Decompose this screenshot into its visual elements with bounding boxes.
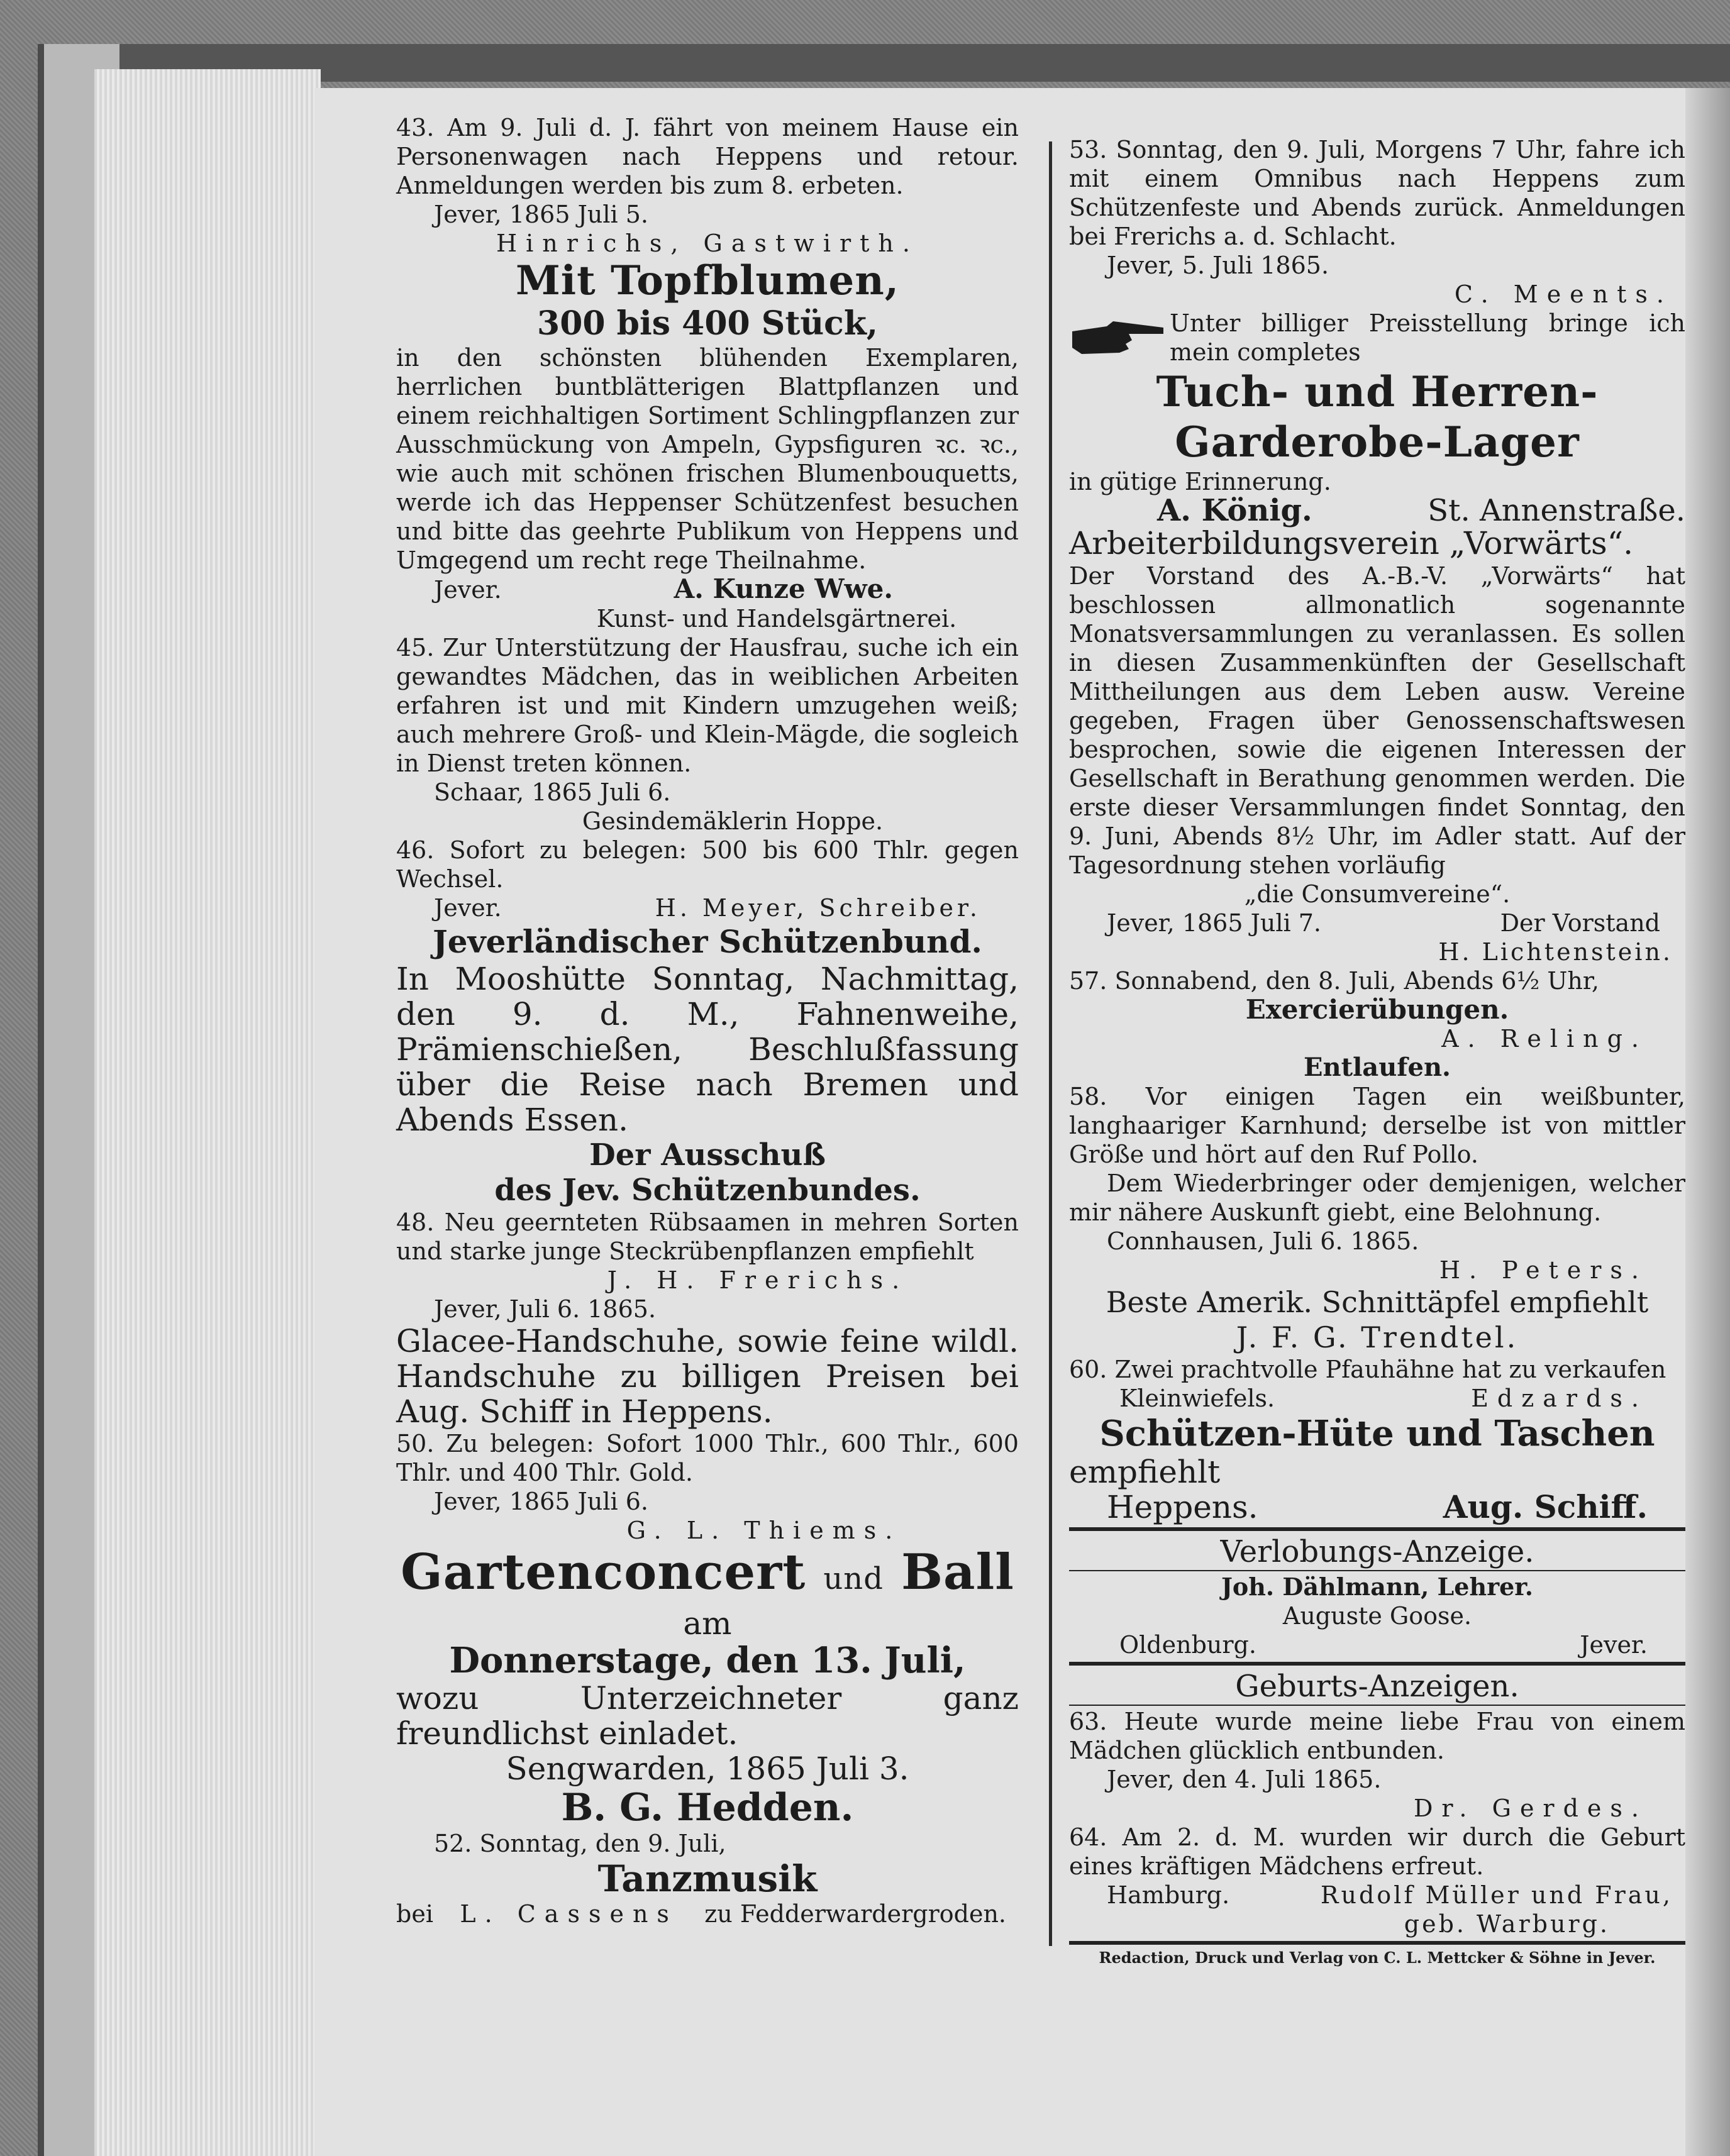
column-divider: [1049, 141, 1052, 1946]
geburt-title: Geburts-Anzeigen.: [1235, 1669, 1519, 1704]
ad-43-date: Jever, 1865 Juli 5.: [434, 201, 648, 228]
page-stack: [94, 69, 321, 2156]
ad-55-signature-line2: H. Lichtenstein.: [1438, 938, 1673, 966]
ad-57-signature: A. Reling.: [1441, 1025, 1648, 1053]
right-column: [1069, 135, 1685, 1967]
ad-57-text: 57. Sonnabend, den 8. Juli, Abends 6½ Uhr,: [1069, 967, 1599, 995]
ad-50-text: 50. Zu belegen: Sofort 1000 Thlr., 600 Thlr., 600 Thlr. und 400 Thlr. Gold.: [396, 1430, 1019, 1486]
ad-51-title: [396, 1545, 1019, 1606]
ad-50-signature: G. L. Thiems.: [626, 1517, 902, 1544]
ad-53-signature: C. Meents.: [1454, 280, 1673, 308]
ad-46-place: Jever.: [434, 894, 502, 922]
ad-51-date: Sengwarden, 1865 Juli 3.: [506, 1750, 909, 1787]
ad-54-signature: A. König.: [1157, 493, 1312, 528]
ad-43-signature: Hinrichs, Gastwirth.: [496, 229, 919, 257]
ad-54-place: St. Annenstraße.: [1428, 493, 1685, 528]
left-column: [396, 113, 1019, 1928]
ad-53-text: 53. Sonntag, den 9. Juli, Morgens 7 Uhr, fahre ich mit einem Omnibus nach Heppens zum Schützenfeste und Abends zurück. Anmeldungen bei Frerichs a. d. Schlacht.: [1069, 136, 1685, 250]
ad-58-signature: H. Peters.: [1439, 1256, 1648, 1284]
ad-61-text: empfiehlt: [1069, 1454, 1221, 1490]
ad-51-signature: B. G. Hedden.: [561, 1786, 854, 1830]
ad-63-signature: Dr. Gerdes.: [1413, 1794, 1648, 1822]
section-rule: [1069, 1941, 1685, 1945]
ad-64-place: Hamburg.: [1107, 1881, 1230, 1909]
ad-59-text: Beste Amerik. Schnittäpfel empfiehlt: [1106, 1285, 1649, 1319]
ad-47-signature-line2: des Jev. Schützenbundes.: [494, 1173, 921, 1208]
ad-58-text2: Dem Wiederbringer oder demjenigen, welcher mir nähere Auskunft giebt, eine Belohnung.: [1069, 1169, 1685, 1226]
ad-45-date: Schaar, 1865 Juli 6.: [434, 778, 671, 806]
ad-46-signature: H. Meyer, Schreiber.: [655, 894, 981, 922]
ad-55-topic: „die Consumvereine“.: [1244, 880, 1511, 908]
ad-47-text: In Mooshütte Sonntag, Nachmittag, den 9. d. M., Fahnenweihe, Prämienschießen, Beschlußfassung über die Reise nach Bremen und Abends Essen.: [396, 961, 1019, 1138]
ad-54-intro: Unter billiger Preisstellung bringe ich mein completes: [1170, 309, 1685, 366]
verlobung-place2: Jever.: [1580, 1631, 1648, 1659]
pointing-hand-icon: [1069, 319, 1170, 357]
ad-54-title-line2: Garderobe-Lager: [1175, 417, 1580, 467]
ad-46-text: 46. Sofort zu belegen: 500 bis 600 Thlr. gegen Wechsel.: [396, 836, 1019, 893]
verlobung-place1: Oldenburg.: [1119, 1631, 1256, 1659]
verlobung-name2: Auguste Goose.: [1282, 1602, 1472, 1630]
ad-48-text: 48. Neu geernteten Rübsaamen in mehren Sorten und starke junge Steckrübenpflanzen empfiehlt: [396, 1208, 1019, 1265]
ad-52-title: Tanzmusik: [597, 1857, 818, 1900]
ad-51-title-concert: Gartenconcert: [401, 1544, 806, 1601]
ad-45-signature: Gesindemäklerin Hoppe.: [582, 807, 884, 835]
ad-45-text: 45. Zur Unterstützung der Hausfrau, suche ich ein gewandtes Mädchen, das in weiblichen Arbeiten erfahren ist und mit Kindern umzugehen weiß; auch mehrere Groß- und Klein-Mägde, die sogleich in Dienst treten können.: [396, 634, 1019, 777]
ad-52-signature: L. Cassens: [460, 1900, 678, 1928]
ad-47-title: Jeverländischer Schützenbund.: [433, 923, 982, 960]
ad-44-title: Mit Topfblumen,: [515, 257, 900, 304]
ad-55-title: Arbeiterbildungsverein „Vorwärts“.: [1069, 525, 1634, 561]
ad-48-signature: J. H. Frerichs.: [607, 1266, 909, 1294]
ad-58-date: Connhausen, Juli 6. 1865.: [1107, 1227, 1419, 1255]
ad-51-title-und: und: [823, 1561, 884, 1596]
ad-60-text: 60. Zwei prachtvolle Pfauhähne hat zu verkaufen: [1069, 1356, 1666, 1383]
imprint-footer: Redaction, Druck und Verlag von C. L. Mettcker & Söhne in Jever.: [1099, 1949, 1656, 1967]
ad-44-text: in den schönsten blühenden Exemplaren, herrlichen buntblätterigen Blattpflanzen und einem reichhaltigen Sortiment Schlingpflanzen zur Ausschmückung von Ampeln, Gypsfiguren ꝛc. ꝛc., wie auch mit schönen frischen Blumenbouquetts, werde ich das Heppenser Schützenfest besuchen und bitte das geehrte Publikum von Heppens und Umgegend um recht rege Theilnahme.: [396, 344, 1019, 574]
verlobung-name1: Joh. Dählmann, Lehrer.: [1221, 1573, 1534, 1601]
ad-50-date: Jever, 1865 Juli 6.: [434, 1488, 648, 1515]
ad-44-subtitle: 300 bis 400 Stück,: [537, 304, 878, 343]
ad-61-signature: Aug. Schiff.: [1443, 1488, 1648, 1525]
ad-63-date: Jever, den 4. Juli 1865.: [1107, 1766, 1382, 1793]
section-rule-thin: [1069, 1570, 1685, 1571]
ad-51-title-ball: Ball: [901, 1544, 1014, 1601]
ad-55-date: Jever, 1865 Juli 7.: [1107, 909, 1321, 937]
section-rule-thin: [1069, 1705, 1685, 1706]
ad-55-signature: Der Vorstand: [1500, 909, 1660, 937]
ad-58-title: Entlaufen.: [1304, 1053, 1451, 1082]
ad-51-text: wozu Unterzeichneter ganz freundlichst einladet.: [396, 1680, 1019, 1752]
ad-51-am: am: [683, 1605, 732, 1642]
ad-53-date: Jever, 5. Juli 1865.: [1107, 252, 1329, 279]
ad-51-day: Donnerstage, den 13. Juli,: [449, 1640, 966, 1681]
ad-60-signature: Edzards.: [1471, 1385, 1648, 1412]
ad-48-date: Jever, Juli 6. 1865.: [434, 1295, 657, 1323]
ad-44-signature: A. Kunze Wwe.: [674, 573, 893, 604]
ad-49-text: Glacee-Handschuhe, sowie feine wildl. Handschuhe zu billigen Preisen bei Aug. Schiff in Heppens.: [396, 1323, 1019, 1430]
verlobung-title: Verlobungs-Anzeige.: [1220, 1534, 1534, 1569]
ad-61-title: Schützen-Hüte und Taschen: [1099, 1413, 1655, 1454]
ad-47-signature: Der Ausschuß: [589, 1137, 826, 1173]
ad-54-title-line1: Tuch- und Herren-: [1156, 367, 1599, 416]
ad-52-text: 52. Sonntag, den 9. Juli,: [434, 1830, 726, 1857]
ad-58-text: 58. Vor einigen Tagen ein weißbunter, langhaariger Karnhund; derselbe ist von mittler Größe und hört auf den Ruf Pollo.: [1069, 1083, 1685, 1168]
ad-43-text: 43. Am 9. Juli d. J. fährt von meinem Hause ein Personenwagen nach Heppens und retour. Anmeldungen werden bis zum 8. erbeten.: [396, 114, 1019, 199]
ad-63-text: 63. Heute wurde meine liebe Frau von einem Mädchen glücklich entbunden.: [1069, 1708, 1685, 1764]
section-rule: [1069, 1527, 1685, 1531]
ad-57-title: Exercierübungen.: [1245, 994, 1509, 1025]
ad-64-signature-line2: geb. Warburg.: [1404, 1910, 1610, 1938]
ad-59-signature: J. F. G. Trendtel.: [1236, 1320, 1519, 1354]
ad-44-signature-line2: Kunst- und Handelsgärtnerei.: [596, 605, 957, 633]
ad-61-place: Heppens.: [1107, 1489, 1258, 1525]
ad-44-place: Jever.: [434, 576, 502, 604]
ad-54-text: in gütige Erinnerung.: [1069, 468, 1331, 495]
page-gutter-shadow: [1685, 88, 1730, 2156]
ad-52-place: zu Fedderwardergroden.: [704, 1900, 1006, 1928]
ad-60-place: Kleinwiefels.: [1119, 1385, 1275, 1412]
section-rule: [1069, 1662, 1685, 1666]
ad-64-text: 64. Am 2. d. M. wurden wir durch die Geburt eines kräftigen Mädchens erfreut.: [1069, 1823, 1685, 1880]
ad-52-bei: bei: [396, 1900, 433, 1928]
ad-64-signature: Rudolf Müller und Frau,: [1320, 1881, 1673, 1909]
ad-55-text: Der Vorstand des A.-B.-V. „Vorwärts“ hat beschlossen allmonatlich sogenannte Monatsversammlungen zu veranlassen. Es sollen in diesen Zusammenkünften der Gesellschaft Mittheilungen aus dem Leben ausw. Vereine gegeben, Fragen über Genossenschaftswesen besprochen, sowie die eigenen Interessen der Gesellschaft in Berathung genommen werden. Die erste dieser Versammlungen findet Sonntag, den 9. Juni, Abends 8½ Uhr, im Adler statt. Auf der Tagesordnung stehen vorläufig: [1069, 562, 1685, 879]
